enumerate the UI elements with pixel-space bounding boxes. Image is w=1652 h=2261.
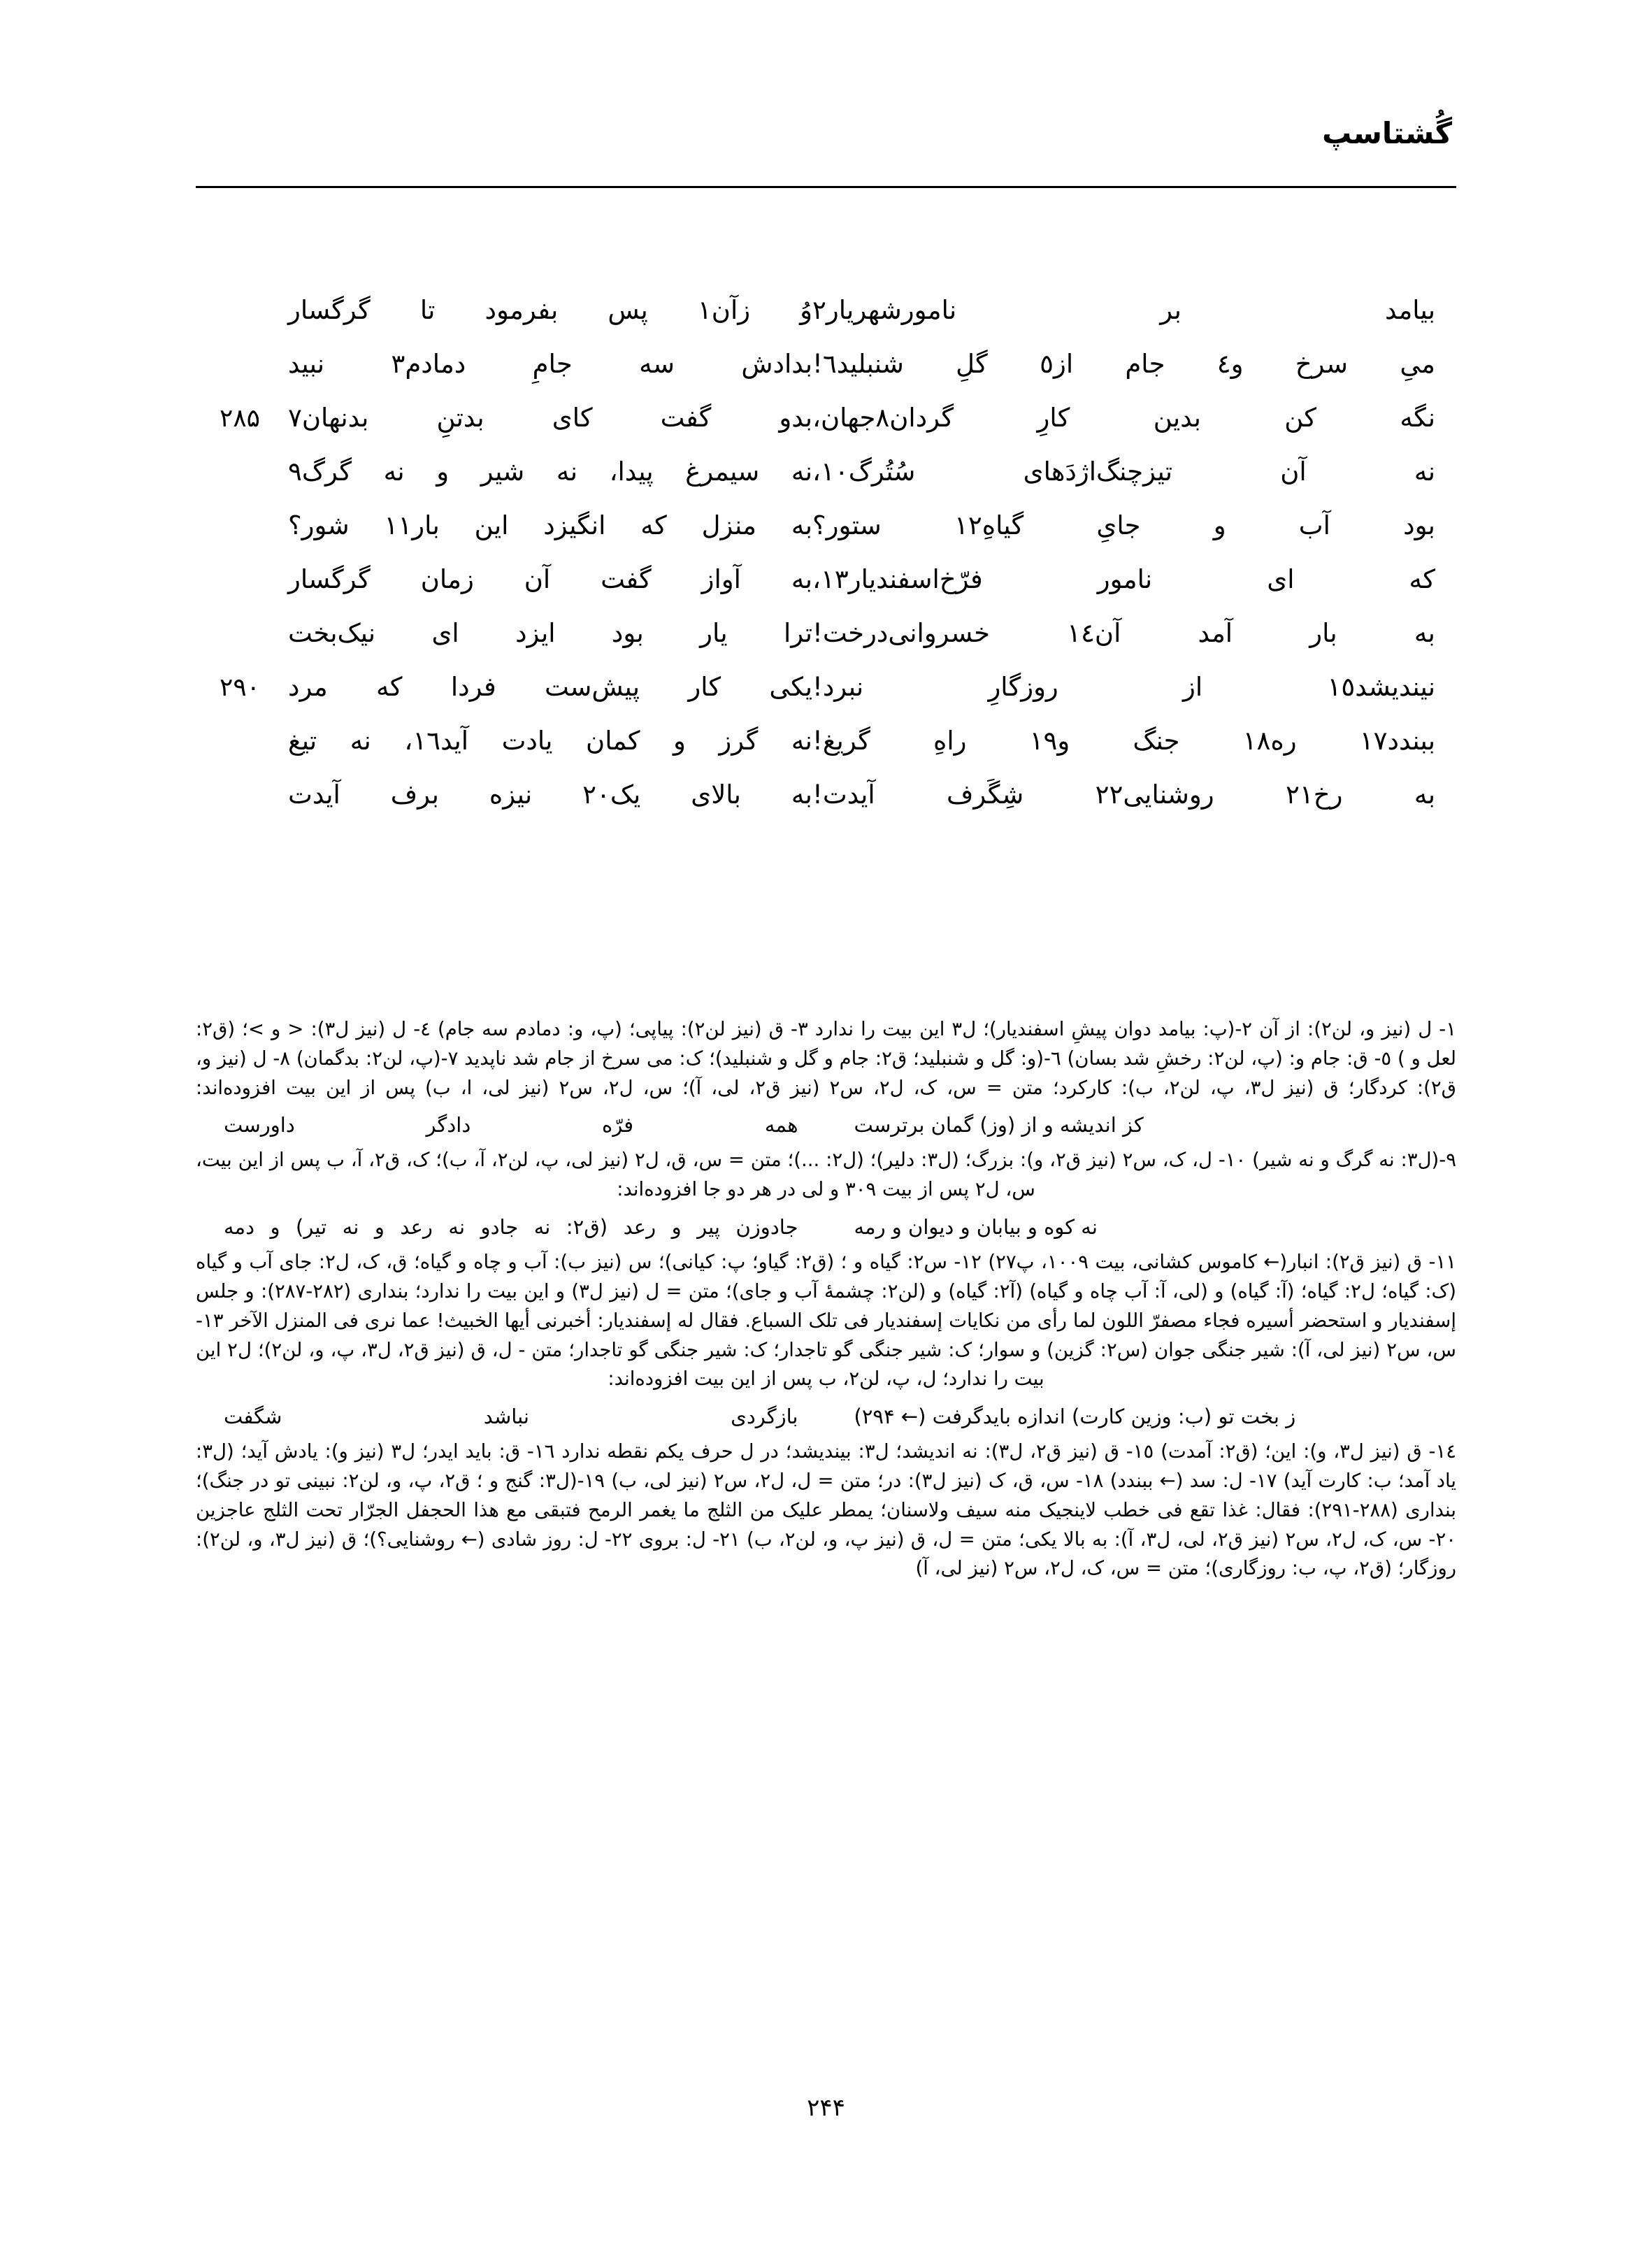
header-rule [196, 186, 1456, 188]
verse-hemistich-right: به آواز گفت آن زمان گرگسار [288, 564, 812, 594]
verse-row [196, 563, 1456, 617]
verse-row [196, 670, 1456, 724]
verse-number [196, 347, 260, 350]
verse-hemistich-left: میِ سرخ و٤ جام از٥ گلِ شنبلید٦! [812, 349, 1435, 379]
verse-number [196, 455, 260, 458]
apparatus-paragraph: ٩-(ل٣: نه گرگ و نه شیر) ١٠- ل، ک، س٢ (نیز ق٢، و): بزرگ؛ (ل٣: دلیر)؛ (ل٢: ...)؛ متن = س، ق، ل٢ (نیز لی، پ، لن٢، آ، ب)؛ ک، ق٢، آ، ب پس از این بیت، س، ل٢ پس از بیت ۳۰۹ و لی در هر دو جا افزوده‌اند: [196, 1149, 1456, 1201]
verse-hemistich-right: ترا یار بود ایزد ای نیک‌بخت [288, 618, 812, 648]
inserted-hemistich-right: همه فرّه دادگر داورست [224, 1113, 798, 1137]
verse-number [196, 509, 260, 512]
verse-row [196, 347, 1456, 401]
verse-hemistich-right: وُ زآن١ پس بفرمود تا گرگسار [288, 295, 813, 325]
verse-hemistich-left: نه آن تیزچنگ‌اژدَهای سُتُرگ١٠، [812, 457, 1435, 487]
verse-hemistich-left: بود آب و جایِ گیاهِ١٢ ستور؟ [812, 510, 1435, 540]
verse-hemistich-left: نیندیشد١٥ از روزگارِ نبرد! [812, 672, 1435, 702]
folio-number: ۲۴۴ [807, 2094, 845, 2122]
verse-hemistich-left: ببندد١٧ ره١٨ جنگ و١٩ راهِ گریغ! [812, 726, 1436, 756]
inserted-hemistich-left: نه کوه و بیابان و دیوان و رمه [854, 1215, 1098, 1240]
verse-row [196, 455, 1456, 509]
verse-row [196, 617, 1456, 670]
verse-hemistich-left: به رخ٢١ روشنایی٢٢ شِگَرف آیدت! [812, 780, 1435, 810]
verse-hemistich-right: به منزل که انگیزد این بار١١ شور؟ [288, 510, 812, 540]
inserted-hemistich-left: کز اندیشه و از (وز) گمان برترست [854, 1113, 1144, 1137]
verse-number [196, 563, 260, 566]
verse-hemistich-right: بدو گفت کای بدتنِ بدنهان٧ [288, 403, 812, 433]
apparatus-paragraph: ١- ل (نیز و، لن٢): از آن ٢-(پ: بیامد دوان پیشِ اسفندیار)؛ ل٣ این بیت را ندارد ٣- ق (نیز لن٢): پیاپی؛ (پ، و: دمادم سه جام) ٤- ل (نیز ل٣): < و >؛ (ق٢: لعل و ) ٥- ق: جام و: (پ، لن٢: رخشِ شد بسان) ٦-(و: گل و شنبلید؛ ق٢: جام و گل و شنبلید)؛ ک: می سرخ از جام شد ناپدید ٧-(پ، لن٢: بدگمان) ٨- ل (نیز و، ق٢): کردگار؛ ق (نیز ل٣، پ، لن٢، ب): کارکرد؛ متن = س، ک، ل٢، س٢ (نیز ق٢، لی، آ)؛ س، ل٢، س٢ (نیز لی، ا، ب) پس از این بیت افزوده‌اند: [196, 1018, 1457, 1099]
running-head-title: گُشتاسپ [1322, 116, 1452, 150]
verse-hemistich-left: بیامد بر نامورشهریار٢ [812, 295, 1435, 325]
verse-row [196, 778, 1456, 832]
apparatus-inserted-verse [196, 1110, 1456, 1140]
apparatus-inserted-verse [196, 1401, 1456, 1432]
verse-hemistich-left: به بار آمد آن١٤ خسروانی‌درخت! [812, 618, 1435, 648]
verse-row [196, 509, 1456, 563]
verse-block [196, 294, 1456, 832]
verse-number: ۲۸۵ [219, 404, 260, 433]
verse-number [196, 294, 260, 296]
verse-row [196, 294, 1456, 347]
critical-apparatus [196, 1015, 1456, 1584]
verse-hemistich-left: نگه کن بدین کارِ گردان٨جهان، [812, 403, 1435, 433]
apparatus-paragraph: ١١- ق (نیز ق٢): انبار(← کاموس کشانی، بیت ۱۰۰۹، پ۲۷) ١٢- س٢: گیاه و ؛ (ق٢: گیاو؛ پ: کیانی)؛ س (نیز ب): آب و چاه و گیاه؛ ق، ک، ل٢: جای آب و گیاه (ک: گیاه؛ ل٢: گیاه؛ (آ: گیاه) و (لی، آ: آب چاه و گیاه) (آ٢: گیاه) و (لن٢: چشمهٔ آب و جای)؛ متن = ل (نیز ل٣) و این بیت را ندارد؛ بنداری (۲۸۲-۲۸۷): و جلس إسفندیار و استحضر أسیره فجاء مصفرّ اللون لما رأی من نکایات إسفندیار فی تلک السباع. فقال له إسفندیار: أخبرنی أیها الخبیث! عما نری فی المنزل الآخر ١٣- س، س٢ (نیز لی، آ): شیر جنگی جوان (س٢: گزین) و سوار؛ ک: شیر جنگی گو تاجدار؛ ک: شیر جنگی گو تاجدار؛ متن - ل، ق (نیز ق٢، ل٣، پ، و، لن٢)؛ ل٢ این بیت را ندارد؛ ل، پ، لن٢، ب پس از این بیت افزوده‌اند: [196, 1251, 1457, 1391]
apparatus-inserted-verse [196, 1212, 1456, 1242]
inserted-hemistich-right: بازگردی نباشد شگفت [224, 1405, 798, 1429]
inserted-hemistich-right: جادوزن پیر و رعد (ق٢: نه جادو نه رعد و نه تیر) و دمه [224, 1215, 798, 1240]
verse-row [196, 401, 1456, 455]
verse-number: ۲۹۰ [219, 673, 260, 702]
verse-hemistich-right: یکی کار پیش‌ست فردا که مرد [288, 672, 812, 702]
verse-hemistich-right: بدادش سه جامِ دمادم٣ نبید [288, 349, 812, 379]
verse-hemistich-right: نه گرز و کمان یادت آید١٦، نه تیغ [288, 726, 812, 756]
verse-hemistich-right: به بالای یک٢٠ نیزه برف آیدت [288, 780, 812, 810]
verse-number [196, 724, 260, 727]
inserted-hemistich-left: ز بخت تو (ب: وزین کارت) اندازه بایدگرفت (← ۲۹۴) [854, 1405, 1296, 1429]
running-head-area [196, 116, 1456, 196]
apparatus-paragraph: ١٤- ق (نیز ل٣، و): این؛ (ق٢: آمدت) ١٥- ق (نیز ق٢، ل٣): نه اندیشد؛ ل٣: بیندیشد؛ در ل حرف یکم نقطه ندارد ١٦- ق: باید ایدر؛ ل٣ (نیز و): یادش آید؛ (ل٣: یاد آمد؛ ب: کارت آید) ١٧- ل: سد (← ببندد) ١٨- س، ق، ک (نیز ل٣): در؛ متن = ل، ل٢، س٢ (نیز لی، ب) ١٩-(ل٣: گنج و ؛ ق٢، پ، و، لن٢: نبینی تو در جنگ)؛ بنداری (۲۸۸-۲۹۱): فقال: غذا تقع فی خطب لاینجیک منه سیف ولاسنان؛ یمطر علیک من الثلج ما یغمر الرمح فتبقی مع هذا الحجفل الجرّار تحت الثلج عاجزین ٢٠- س، ک، ل٢، س٢ (نیز ق٢، لی، ل٣، آ): به بالا یکی؛ متن = ل، ق (نیز پ، و، لن٢، ب) ٢١- ل: بروی ٢٢- ل: روز شادی (← روشنایی؟)؛ ق (نیز ل٣، و، لن٢): روزگار؛ (ق٢، پ، ب: روزگاری)؛ متن = س، ک، ل٢، س٢ (نیز لی، آ) [196, 1440, 1457, 1580]
verse-hemistich-right: نه سیمرغ پیدا، نه شیر و نه گرگ٩ [288, 457, 812, 487]
verse-row [196, 724, 1456, 778]
verse-number [196, 617, 260, 619]
verse-number [196, 778, 260, 781]
verse-hemistich-left: که ای نامور فرّخ‌اسفندیار١٣، [812, 564, 1435, 594]
